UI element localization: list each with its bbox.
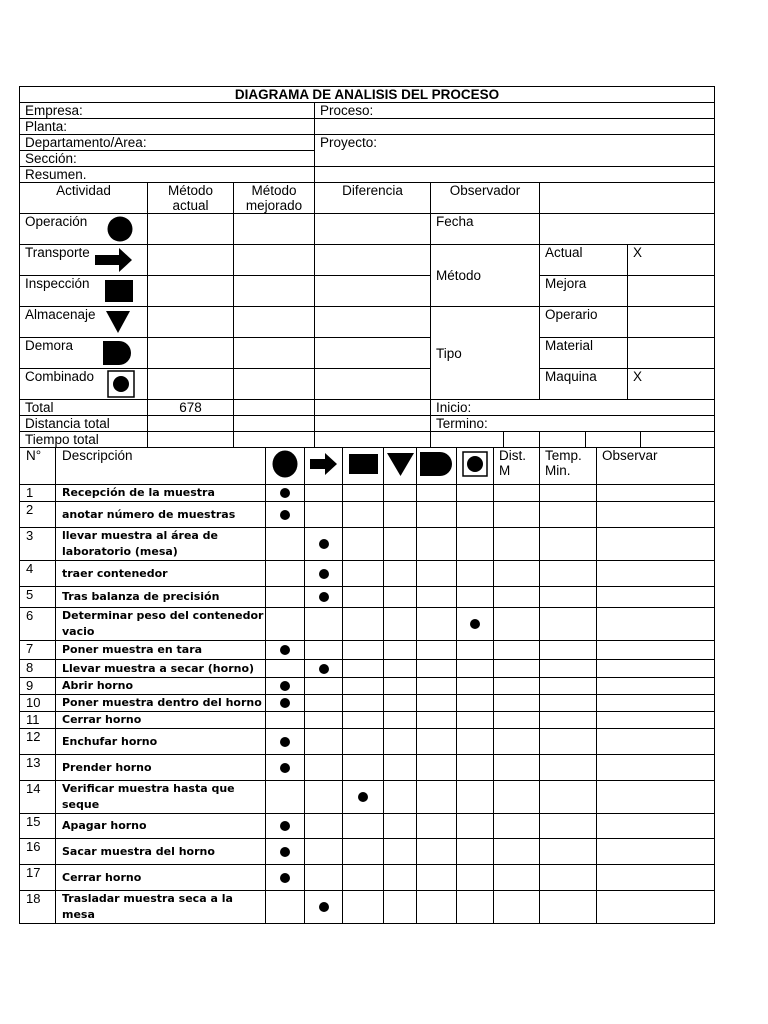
step-symbol-cell xyxy=(343,729,384,755)
step-symbol-cell xyxy=(417,729,457,755)
step-symbol-cell xyxy=(305,729,343,755)
step-temp xyxy=(540,891,597,924)
step-symbol-cell xyxy=(457,608,494,641)
step-temp xyxy=(540,814,597,839)
step-row xyxy=(20,485,715,502)
step-symbol-cell xyxy=(417,608,457,641)
planta-field: Planta: xyxy=(20,119,315,135)
step-number: 15 xyxy=(20,814,56,839)
step-symbol-cell xyxy=(343,528,384,561)
step-symbol-cell xyxy=(266,865,305,891)
steps-body xyxy=(20,485,715,924)
activity-combinado: Combinado xyxy=(20,369,148,400)
step-symbol-cell xyxy=(417,660,457,678)
combined-circle-square-icon xyxy=(462,451,488,477)
step-symbol-cell xyxy=(384,485,417,502)
step-observar xyxy=(597,712,715,729)
step-marker-dot xyxy=(319,539,329,549)
step-symbol-cell xyxy=(384,839,417,865)
operation-circle-icon xyxy=(272,450,298,478)
actual-mark: X xyxy=(628,245,715,276)
col-metodo-mejorado: Método mejorado xyxy=(234,183,315,214)
step-row xyxy=(20,814,715,839)
steps-table xyxy=(19,447,715,924)
step-observar xyxy=(597,865,715,891)
step-symbol-cell xyxy=(417,641,457,660)
step-row xyxy=(20,608,715,641)
step-symbol-cell xyxy=(343,587,384,608)
step-number: 3 xyxy=(20,528,56,561)
step-dist xyxy=(494,561,540,587)
step-dist xyxy=(494,485,540,502)
step-symbol-cell xyxy=(457,865,494,891)
total-value: 678 xyxy=(148,400,234,416)
mejora-label: Mejora xyxy=(540,276,628,307)
step-symbol-cell xyxy=(343,839,384,865)
step-symbol-cell xyxy=(266,891,305,924)
inicio-label: Inicio: xyxy=(431,400,715,416)
step-number: 10 xyxy=(20,695,56,712)
step-temp xyxy=(540,678,597,695)
step-symbol-cell xyxy=(305,695,343,712)
step-symbol-cell xyxy=(266,528,305,561)
seccion-field: Sección: xyxy=(20,151,315,167)
step-symbol-cell xyxy=(266,839,305,865)
step-temp xyxy=(540,660,597,678)
step-row xyxy=(20,839,715,865)
step-number: 7 xyxy=(20,641,56,660)
step-symbol-cell xyxy=(384,891,417,924)
step-temp xyxy=(540,865,597,891)
step-marker-dot xyxy=(319,664,329,674)
step-symbol-cell xyxy=(266,678,305,695)
step-description: llevar muestra al área de laboratorio (mesa) xyxy=(56,528,266,561)
step-row xyxy=(20,641,715,660)
step-symbol-cell xyxy=(305,755,343,781)
step-symbol-cell xyxy=(457,695,494,712)
step-number: 12 xyxy=(20,729,56,755)
step-symbol-cell xyxy=(417,755,457,781)
storage-triangle-icon xyxy=(105,310,131,334)
step-symbol-cell xyxy=(417,712,457,729)
total-label: Total xyxy=(20,400,148,416)
step-symbol-cell xyxy=(384,660,417,678)
fecha-label: Fecha xyxy=(431,214,540,245)
col-dist: Dist. M xyxy=(494,448,540,485)
step-symbol-cell xyxy=(384,729,417,755)
step-observar xyxy=(597,561,715,587)
step-symbol-cell xyxy=(384,561,417,587)
step-symbol-cell xyxy=(266,641,305,660)
step-symbol-cell xyxy=(266,502,305,528)
step-temp xyxy=(540,561,597,587)
proyecto-field: Proyecto: xyxy=(315,135,715,167)
step-description: Prender horno xyxy=(56,755,266,781)
step-dist xyxy=(494,660,540,678)
termino-label: Termino: xyxy=(431,416,715,432)
step-symbol-cell xyxy=(266,712,305,729)
step-symbol-cell xyxy=(343,814,384,839)
step-temp xyxy=(540,729,597,755)
step-marker-dot xyxy=(470,619,480,629)
step-description: Abrir horno xyxy=(56,678,266,695)
resumen-label: Resumen. xyxy=(20,167,315,183)
step-symbol-cell xyxy=(343,781,384,814)
step-symbol-cell xyxy=(305,865,343,891)
step-temp xyxy=(540,502,597,528)
step-symbol-cell xyxy=(457,502,494,528)
step-symbol-cell xyxy=(384,678,417,695)
step-symbol-cell xyxy=(343,485,384,502)
step-symbol-cell xyxy=(343,755,384,781)
step-number: 8 xyxy=(20,660,56,678)
activity-inspeccion: Inspección xyxy=(20,276,148,307)
step-dist xyxy=(494,678,540,695)
step-description: Cerrar horno xyxy=(56,712,266,729)
step-number: 16 xyxy=(20,839,56,865)
step-temp xyxy=(540,695,597,712)
operario-label: Operario xyxy=(540,307,628,338)
step-symbol-cell xyxy=(384,781,417,814)
step-symbol-cell xyxy=(457,755,494,781)
step-symbol-cell xyxy=(417,865,457,891)
step-marker-dot xyxy=(280,698,290,708)
step-description: Llevar muestra a secar (horno) xyxy=(56,660,266,678)
step-row xyxy=(20,561,715,587)
tipo-label: Tipo xyxy=(431,307,540,400)
step-marker-dot xyxy=(319,902,329,912)
step-temp xyxy=(540,781,597,814)
actual-label: Actual xyxy=(540,245,628,276)
step-symbol-cell xyxy=(305,781,343,814)
step-description: Enchufar horno xyxy=(56,729,266,755)
step-symbol-cell xyxy=(343,891,384,924)
step-symbol-cell xyxy=(457,485,494,502)
step-symbol-cell xyxy=(343,502,384,528)
distancia-total-label: Distancia total xyxy=(20,416,148,432)
step-dist xyxy=(494,781,540,814)
step-symbol-cell xyxy=(266,561,305,587)
step-symbol-cell xyxy=(305,608,343,641)
step-symbol-cell xyxy=(343,561,384,587)
step-symbol-cell xyxy=(417,485,457,502)
step-symbol-cell xyxy=(305,528,343,561)
step-observar xyxy=(597,587,715,608)
step-temp xyxy=(540,608,597,641)
col-actividad: Actividad xyxy=(20,183,148,214)
combined-circle-square-icon xyxy=(107,370,135,398)
step-symbol-cell xyxy=(343,608,384,641)
step-dist xyxy=(494,814,540,839)
step-marker-dot xyxy=(280,645,290,655)
step-symbol-cell xyxy=(305,891,343,924)
step-symbol-cell xyxy=(384,641,417,660)
step-description: Tras balanza de precisión xyxy=(56,587,266,608)
step-symbol-cell xyxy=(417,814,457,839)
step-number: 13 xyxy=(20,755,56,781)
step-symbol-cell xyxy=(266,608,305,641)
step-symbol-cell xyxy=(457,660,494,678)
step-temp xyxy=(540,839,597,865)
step-symbol-cell xyxy=(417,678,457,695)
step-temp xyxy=(540,641,597,660)
storage-triangle-icon xyxy=(387,452,414,476)
step-description: Trasladar muestra seca a la mesa xyxy=(56,891,266,924)
step-symbol-cell xyxy=(457,587,494,608)
step-row xyxy=(20,729,715,755)
empresa-field: Empresa: xyxy=(20,103,315,119)
step-marker-dot xyxy=(358,792,368,802)
step-number: 14 xyxy=(20,781,56,814)
step-symbol-cell xyxy=(266,781,305,814)
step-description: Cerrar horno xyxy=(56,865,266,891)
col-temp: Temp. Min. xyxy=(540,448,597,485)
step-symbol-cell xyxy=(305,485,343,502)
step-description: Apagar horno xyxy=(56,814,266,839)
step-symbol-cell xyxy=(384,712,417,729)
step-dist xyxy=(494,608,540,641)
metodo-label: Método xyxy=(431,245,540,307)
activity-demora: Demora xyxy=(20,338,148,369)
col-transport xyxy=(305,448,343,485)
step-symbol-cell xyxy=(266,660,305,678)
col-numero: N° xyxy=(20,448,56,485)
step-marker-dot xyxy=(280,737,290,747)
step-symbol-cell xyxy=(417,695,457,712)
step-row xyxy=(20,695,715,712)
col-observador: Observador xyxy=(431,183,540,214)
header-table xyxy=(19,86,715,432)
step-description: traer contenedor xyxy=(56,561,266,587)
step-symbol-cell xyxy=(457,729,494,755)
step-symbol-cell xyxy=(384,587,417,608)
step-temp xyxy=(540,485,597,502)
step-temp xyxy=(540,755,597,781)
step-number: 9 xyxy=(20,678,56,695)
step-number: 2 xyxy=(20,502,56,528)
tiempo-total-label: Tiempo total xyxy=(20,432,148,448)
material-label: Material xyxy=(540,338,628,369)
step-marker-dot xyxy=(280,847,290,857)
step-row xyxy=(20,755,715,781)
step-symbol-cell xyxy=(384,755,417,781)
step-temp xyxy=(540,712,597,729)
step-dist xyxy=(494,587,540,608)
col-operation xyxy=(266,448,305,485)
step-symbol-cell xyxy=(417,891,457,924)
step-symbol-cell xyxy=(417,839,457,865)
step-marker-dot xyxy=(319,592,329,602)
step-observar xyxy=(597,660,715,678)
step-number: 1 xyxy=(20,485,56,502)
step-description: Recepción de la muestra xyxy=(56,485,266,502)
step-row xyxy=(20,502,715,528)
col-diferencia: Diferencia xyxy=(315,183,431,214)
step-symbol-cell xyxy=(384,865,417,891)
inspection-square-icon xyxy=(105,280,133,302)
step-row xyxy=(20,528,715,561)
step-symbol-cell xyxy=(266,814,305,839)
step-dist xyxy=(494,839,540,865)
step-symbol-cell xyxy=(343,678,384,695)
step-dist xyxy=(494,502,540,528)
proceso-field: Proceso: xyxy=(315,103,715,119)
step-dist xyxy=(494,865,540,891)
step-symbol-cell xyxy=(305,587,343,608)
step-symbol-cell xyxy=(305,561,343,587)
step-marker-dot xyxy=(280,681,290,691)
step-row xyxy=(20,781,715,814)
step-observar xyxy=(597,502,715,528)
step-symbol-cell xyxy=(384,695,417,712)
step-description: Verificar muestra hasta que seque xyxy=(56,781,266,814)
step-symbol-cell xyxy=(417,561,457,587)
step-observar xyxy=(597,781,715,814)
delay-d-icon xyxy=(103,341,131,365)
step-description: anotar número de muestras xyxy=(56,502,266,528)
maquina-mark: X xyxy=(628,369,715,400)
step-symbol-cell xyxy=(457,561,494,587)
step-symbol-cell xyxy=(266,485,305,502)
step-observar xyxy=(597,839,715,865)
step-dist xyxy=(494,755,540,781)
step-symbol-cell xyxy=(343,695,384,712)
step-description: Poner muestra dentro del horno xyxy=(56,695,266,712)
delay-d-icon xyxy=(420,452,454,476)
step-dist xyxy=(494,528,540,561)
step-description: Poner muestra en tara xyxy=(56,641,266,660)
col-metodo-actual: Método actual xyxy=(148,183,234,214)
step-symbol-cell xyxy=(457,781,494,814)
activity-almacenaje: Almacenaje xyxy=(20,307,148,338)
step-symbol-cell xyxy=(305,502,343,528)
maquina-label: Maquina xyxy=(540,369,628,400)
observador-value xyxy=(540,183,715,214)
activity-operacion: Operación xyxy=(20,214,148,245)
step-symbol-cell xyxy=(305,712,343,729)
step-symbol-cell xyxy=(384,608,417,641)
step-number: 6 xyxy=(20,608,56,641)
step-dist xyxy=(494,891,540,924)
step-marker-dot xyxy=(280,510,290,520)
departamento-field: Departamento/Area: xyxy=(20,135,315,151)
col-storage xyxy=(384,448,417,485)
step-symbol-cell xyxy=(457,891,494,924)
step-symbol-cell xyxy=(457,814,494,839)
col-delay xyxy=(417,448,457,485)
step-marker-dot xyxy=(280,873,290,883)
activity-transporte: Transporte xyxy=(20,245,148,276)
step-number: 17 xyxy=(20,865,56,891)
step-number: 4 xyxy=(20,561,56,587)
step-observar xyxy=(597,755,715,781)
step-symbol-cell xyxy=(266,729,305,755)
step-symbol-cell xyxy=(305,660,343,678)
col-combined xyxy=(457,448,494,485)
step-row xyxy=(20,865,715,891)
step-marker-dot xyxy=(319,569,329,579)
step-symbol-cell xyxy=(343,641,384,660)
tiempo-total-row xyxy=(19,431,715,448)
inspection-square-icon xyxy=(349,454,378,474)
step-symbol-cell xyxy=(417,587,457,608)
step-observar xyxy=(597,814,715,839)
operation-circle-icon xyxy=(107,216,133,242)
step-number: 5 xyxy=(20,587,56,608)
transport-arrow-icon xyxy=(310,453,338,475)
step-dist xyxy=(494,641,540,660)
step-row xyxy=(20,712,715,729)
step-number: 18 xyxy=(20,891,56,924)
step-temp xyxy=(540,528,597,561)
transport-arrow-icon xyxy=(95,248,133,272)
page-title: DIAGRAMA DE ANALISIS DEL PROCESO xyxy=(20,87,715,103)
step-observar xyxy=(597,695,715,712)
step-row xyxy=(20,891,715,924)
step-symbol-cell xyxy=(343,712,384,729)
step-dist xyxy=(494,695,540,712)
step-dist xyxy=(494,729,540,755)
resumen-blank xyxy=(315,167,715,183)
step-description: Determinar peso del contenedor vacio xyxy=(56,608,266,641)
step-symbol-cell xyxy=(343,660,384,678)
step-symbol-cell xyxy=(266,755,305,781)
step-symbol-cell xyxy=(266,587,305,608)
step-observar xyxy=(597,891,715,924)
step-symbol-cell xyxy=(417,528,457,561)
step-symbol-cell xyxy=(457,712,494,729)
step-observar xyxy=(597,641,715,660)
step-symbol-cell xyxy=(457,641,494,660)
step-number: 11 xyxy=(20,712,56,729)
col-inspection xyxy=(343,448,384,485)
step-symbol-cell xyxy=(305,641,343,660)
step-symbol-cell xyxy=(384,502,417,528)
step-marker-dot xyxy=(280,763,290,773)
step-symbol-cell xyxy=(457,839,494,865)
step-row xyxy=(20,660,715,678)
step-symbol-cell xyxy=(305,678,343,695)
step-row xyxy=(20,587,715,608)
process-analysis-sheet xyxy=(19,86,714,924)
step-symbol-cell xyxy=(343,865,384,891)
step-symbol-cell xyxy=(457,678,494,695)
step-observar xyxy=(597,729,715,755)
step-symbol-cell xyxy=(384,528,417,561)
step-symbol-cell xyxy=(457,528,494,561)
proceso-field-continued xyxy=(315,119,715,135)
step-symbol-cell xyxy=(417,781,457,814)
step-observar xyxy=(597,528,715,561)
step-marker-dot xyxy=(280,821,290,831)
step-observar xyxy=(597,485,715,502)
step-observar xyxy=(597,678,715,695)
step-observar xyxy=(597,608,715,641)
step-description: Sacar muestra del horno xyxy=(56,839,266,865)
step-dist xyxy=(494,712,540,729)
step-symbol-cell xyxy=(305,814,343,839)
step-symbol-cell xyxy=(305,839,343,865)
step-symbol-cell xyxy=(266,695,305,712)
step-marker-dot xyxy=(280,488,290,498)
step-symbol-cell xyxy=(417,502,457,528)
step-symbol-cell xyxy=(384,814,417,839)
col-observar: Observar xyxy=(597,448,715,485)
step-temp xyxy=(540,587,597,608)
step-row xyxy=(20,678,715,695)
col-descripcion: Descripción xyxy=(56,448,266,485)
